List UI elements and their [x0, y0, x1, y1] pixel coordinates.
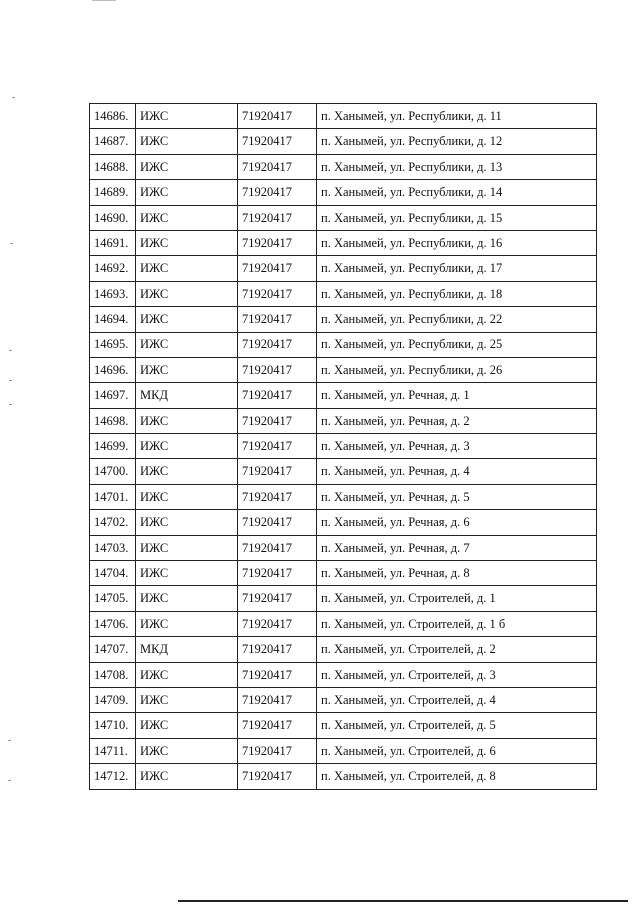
address: п. Ханымей, ул. Республики, д. 22 [317, 307, 597, 332]
oktmo-code: 71920417 [238, 662, 317, 687]
oktmo-code: 71920417 [238, 535, 317, 560]
address: п. Ханымей, ул. Речная, д. 1 [317, 383, 597, 408]
address: п. Ханымей, ул. Республики, д. 25 [317, 332, 597, 357]
table-row [90, 535, 597, 560]
address: п. Ханымей, ул. Речная, д. 5 [317, 484, 597, 509]
oktmo-code: 71920417 [238, 256, 317, 281]
building-type: ИЖС [136, 611, 238, 636]
scan-artifact [12, 97, 15, 98]
oktmo-code: 71920417 [238, 180, 317, 205]
oktmo-code: 71920417 [238, 408, 317, 433]
building-type: МКД [136, 637, 238, 662]
address: п. Ханымей, ул. Речная, д. 2 [317, 408, 597, 433]
table-row [90, 332, 597, 357]
row-number: 14708. [90, 662, 136, 687]
oktmo-code: 71920417 [238, 129, 317, 154]
table-row [90, 764, 597, 789]
address: п. Ханымей, ул. Республики, д. 14 [317, 180, 597, 205]
page-bottom-rule [178, 900, 628, 902]
address: п. Ханымей, ул. Речная, д. 8 [317, 561, 597, 586]
building-type: ИЖС [136, 662, 238, 687]
table-row [90, 713, 597, 738]
oktmo-code: 71920417 [238, 281, 317, 306]
row-number: 14712. [90, 764, 136, 789]
building-type: ИЖС [136, 357, 238, 382]
oktmo-code: 71920417 [238, 687, 317, 712]
row-number: 14686. [90, 104, 136, 129]
row-number: 14690. [90, 205, 136, 230]
address: п. Ханымей, ул. Строителей, д. 5 [317, 713, 597, 738]
building-type: ИЖС [136, 104, 238, 129]
row-number: 14696. [90, 357, 136, 382]
row-number: 14711. [90, 738, 136, 763]
oktmo-code: 71920417 [238, 357, 317, 382]
scan-artifact [8, 780, 11, 781]
table-row [90, 408, 597, 433]
scan-artifact [92, 0, 116, 1]
row-number: 14694. [90, 307, 136, 332]
table-row [90, 434, 597, 459]
building-type: ИЖС [136, 180, 238, 205]
oktmo-code: 71920417 [238, 205, 317, 230]
building-type: ИЖС [136, 307, 238, 332]
row-number: 14710. [90, 713, 136, 738]
building-type: ИЖС [136, 256, 238, 281]
oktmo-code: 71920417 [238, 104, 317, 129]
table-body [90, 104, 597, 790]
table-row [90, 738, 597, 763]
table-row [90, 383, 597, 408]
building-type: ИЖС [136, 281, 238, 306]
table-row [90, 281, 597, 306]
oktmo-code: 71920417 [238, 764, 317, 789]
address: п. Ханымей, ул. Речная, д. 3 [317, 434, 597, 459]
row-number: 14698. [90, 408, 136, 433]
building-type: МКД [136, 383, 238, 408]
table-row [90, 180, 597, 205]
table-row [90, 611, 597, 636]
building-type: ИЖС [136, 205, 238, 230]
row-number: 14700. [90, 459, 136, 484]
address: п. Ханымей, ул. Республики, д. 16 [317, 230, 597, 255]
address: п. Ханымей, ул. Республики, д. 15 [317, 205, 597, 230]
address: п. Ханымей, ул. Строителей, д. 4 [317, 687, 597, 712]
address: п. Ханымей, ул. Речная, д. 7 [317, 535, 597, 560]
scan-artifact [9, 404, 12, 405]
building-type: ИЖС [136, 230, 238, 255]
oktmo-code: 71920417 [238, 713, 317, 738]
address: п. Ханымей, ул. Республики, д. 12 [317, 129, 597, 154]
oktmo-code: 71920417 [238, 738, 317, 763]
row-number: 14701. [90, 484, 136, 509]
building-type: ИЖС [136, 434, 238, 459]
address: п. Ханымей, ул. Республики, д. 26 [317, 357, 597, 382]
building-type: ИЖС [136, 738, 238, 763]
table-row [90, 687, 597, 712]
table-row [90, 307, 597, 332]
address: п. Ханымей, ул. Республики, д. 11 [317, 104, 597, 129]
address-registry-table [89, 103, 597, 790]
scan-artifact [9, 350, 12, 351]
oktmo-code: 71920417 [238, 611, 317, 636]
building-type: ИЖС [136, 713, 238, 738]
row-number: 14705. [90, 586, 136, 611]
row-number: 14688. [90, 154, 136, 179]
address: п. Ханымей, ул. Строителей, д. 3 [317, 662, 597, 687]
table-row [90, 561, 597, 586]
address: п. Ханымей, ул. Речная, д. 4 [317, 459, 597, 484]
table-row [90, 104, 597, 129]
table-row [90, 459, 597, 484]
row-number: 14707. [90, 637, 136, 662]
address: п. Ханымей, ул. Строителей, д. 2 [317, 637, 597, 662]
table-row [90, 510, 597, 535]
address: п. Ханымей, ул. Республики, д. 13 [317, 154, 597, 179]
building-type: ИЖС [136, 535, 238, 560]
row-number: 14702. [90, 510, 136, 535]
table-row [90, 256, 597, 281]
table-row [90, 662, 597, 687]
table-row [90, 205, 597, 230]
address: п. Ханымей, ул. Строителей, д. 8 [317, 764, 597, 789]
oktmo-code: 71920417 [238, 230, 317, 255]
oktmo-code: 71920417 [238, 434, 317, 459]
building-type: ИЖС [136, 154, 238, 179]
building-type: ИЖС [136, 561, 238, 586]
oktmo-code: 71920417 [238, 154, 317, 179]
table-row [90, 484, 597, 509]
row-number: 14687. [90, 129, 136, 154]
row-number: 14699. [90, 434, 136, 459]
oktmo-code: 71920417 [238, 459, 317, 484]
building-type: ИЖС [136, 764, 238, 789]
row-number: 14703. [90, 535, 136, 560]
building-type: ИЖС [136, 687, 238, 712]
building-type: ИЖС [136, 459, 238, 484]
table-row [90, 129, 597, 154]
row-number: 14704. [90, 561, 136, 586]
building-type: ИЖС [136, 129, 238, 154]
table-row [90, 637, 597, 662]
building-type: ИЖС [136, 332, 238, 357]
row-number: 14706. [90, 611, 136, 636]
table-row [90, 154, 597, 179]
row-number: 14689. [90, 180, 136, 205]
oktmo-code: 71920417 [238, 383, 317, 408]
row-number: 14693. [90, 281, 136, 306]
scan-artifact [8, 740, 11, 741]
oktmo-code: 71920417 [238, 586, 317, 611]
address: п. Ханымей, ул. Республики, д. 18 [317, 281, 597, 306]
table-row [90, 230, 597, 255]
address: п. Ханымей, ул. Строителей, д. 1 [317, 586, 597, 611]
oktmo-code: 71920417 [238, 637, 317, 662]
address: п. Ханымей, ул. Строителей, д. 1 б [317, 611, 597, 636]
building-type: ИЖС [136, 510, 238, 535]
address: п. Ханымей, ул. Республики, д. 17 [317, 256, 597, 281]
oktmo-code: 71920417 [238, 332, 317, 357]
oktmo-code: 71920417 [238, 484, 317, 509]
oktmo-code: 71920417 [238, 561, 317, 586]
scan-artifact [10, 243, 13, 244]
address: п. Ханымей, ул. Строителей, д. 6 [317, 738, 597, 763]
oktmo-code: 71920417 [238, 510, 317, 535]
building-type: ИЖС [136, 408, 238, 433]
row-number: 14697. [90, 383, 136, 408]
row-number: 14691. [90, 230, 136, 255]
row-number: 14692. [90, 256, 136, 281]
row-number: 14709. [90, 687, 136, 712]
building-type: ИЖС [136, 586, 238, 611]
oktmo-code: 71920417 [238, 307, 317, 332]
building-type: ИЖС [136, 484, 238, 509]
row-number: 14695. [90, 332, 136, 357]
address: п. Ханымей, ул. Речная, д. 6 [317, 510, 597, 535]
table-row [90, 586, 597, 611]
scan-artifact [9, 380, 12, 381]
table-row [90, 357, 597, 382]
